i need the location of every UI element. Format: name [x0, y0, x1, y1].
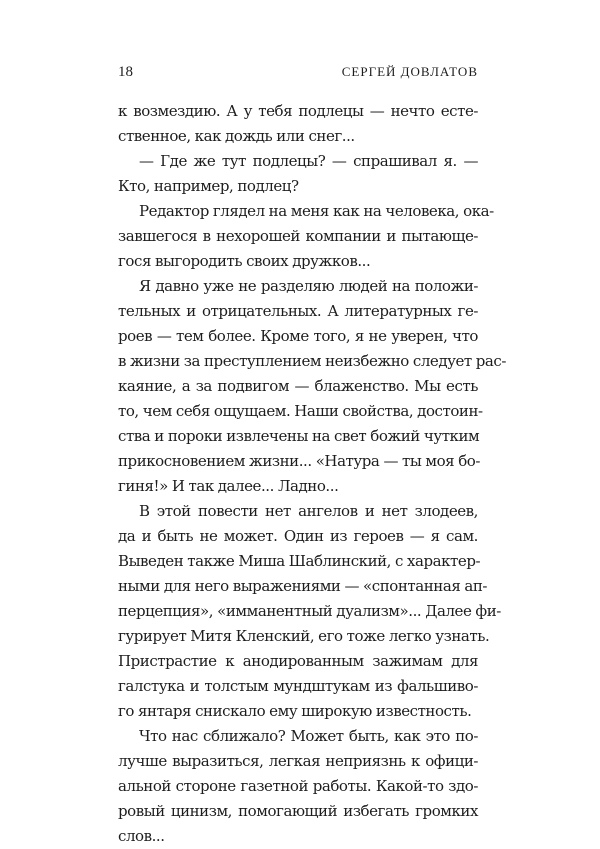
text-line: альной стороне газетной работы. Какой-то здо-: [118, 777, 478, 795]
author-name-header: СЕРГЕЙ ДОВЛАТОВ: [341, 64, 478, 79]
text-line: гиня!» И так далее... Ладно...: [118, 477, 339, 495]
running-head: [118, 64, 478, 84]
text-line: в жизни за преступлением неизбежно следует рас-: [118, 352, 506, 370]
text-line: ровый цинизм, помогающий избегать громких: [118, 802, 478, 820]
text-line: Выведен также Миша Шаблинский, с характер-: [118, 552, 481, 570]
text-line: к возмездию. А у тебя подлецы — нечто есте-: [118, 102, 478, 120]
text-line: Редактор глядел на меня как на человека, ока-: [139, 202, 494, 220]
text-line: прикосновением жизни... «Натура — ты моя бо-: [118, 452, 480, 470]
text-line: слов...: [118, 827, 165, 845]
text-line: завшегося в нехорошей компании и пытающе-: [118, 227, 478, 245]
text-line: роев — тем более. Кроме того, я не уверен, что: [118, 327, 478, 345]
text-line: Что нас сближало? Может быть, как это по-: [139, 727, 478, 745]
text-line: Кто, например, подлец?: [118, 177, 299, 195]
text-line: ства и пороки извлечены на свет божий чутким: [118, 427, 480, 445]
text-line: тельных и отрицательных. А литературных ге-: [118, 302, 478, 320]
text-line: — Где же тут подлецы? — спрашивал я. —: [139, 152, 478, 170]
text-line: ственное, как дождь или снег...: [118, 127, 355, 145]
text-line: то, чем себя ощущаем. Наши свойства, достоин-: [118, 402, 483, 420]
text-line: го янтаря снискало ему широкую известность.: [118, 702, 472, 720]
text-line: каяние, а за подвигом — блаженство. Мы есть: [118, 377, 478, 395]
page-number: 18: [118, 64, 133, 80]
body-text: [118, 99, 506, 849]
text-line: Я давно уже не разделяю людей на положи-: [139, 277, 478, 295]
text-line: да и быть не может. Один из героев — я сам.: [118, 527, 478, 545]
text-line: Пристрастие к анодированным зажимам для: [118, 652, 478, 670]
text-line: гурирует Митя Кленский, его тоже легко узнать.: [118, 627, 490, 645]
text-line: В этой повести нет ангелов и нет злодеев,: [139, 502, 478, 520]
text-line: лучше выразиться, легкая неприязнь к офици-: [118, 752, 478, 770]
text-line: ными для него выражениями — «спонтанная ап-: [118, 577, 488, 595]
text-line: гося выгородить своих дружков...: [118, 252, 371, 270]
text-line: перцепция», «имманентный дуализм»... Далее фи-: [118, 602, 501, 620]
text-line: галстука и толстым мундштукам из фальшиво-: [118, 677, 478, 695]
